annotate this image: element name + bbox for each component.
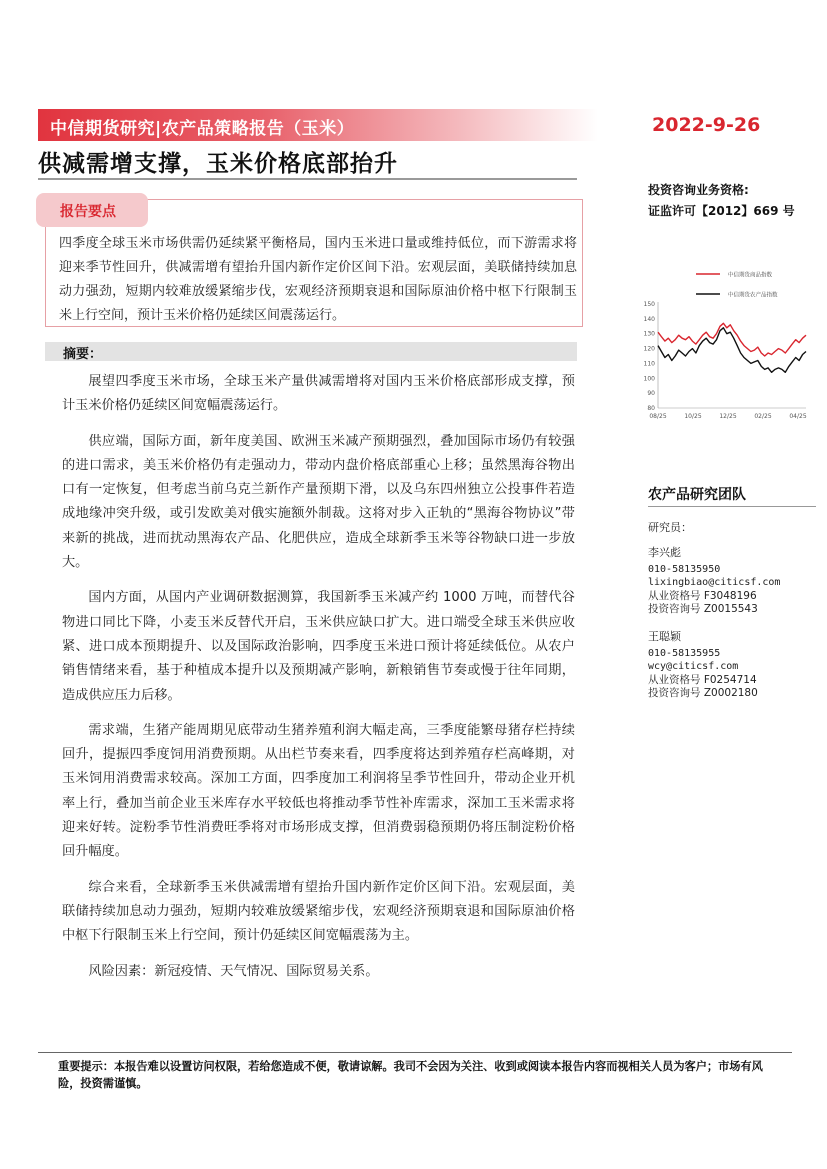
x-tick-label: 04/25 xyxy=(789,413,807,420)
series-line xyxy=(658,328,806,373)
x-tick-label: 08/25 xyxy=(649,413,667,420)
researcher-phone: 010-58135950 xyxy=(648,563,721,575)
y-tick-label: 120 xyxy=(643,345,655,353)
report-series-label: 中信期货研究|农产品策略报告（玉米） xyxy=(50,119,355,139)
abstract-paragraph: 国内方面，从国内产业调研数据测算，我国新季玉米减产约 1000 万吨，而替代谷物进口同比下降，小麦玉米反替代开启，玉米供应缺口扩大。进口端受全球玉米供应收紧、进口成本预期提升、以及国际政治影响，四季度玉米进口预计将延续低位。从农户销售情绪来看，基于种植成本提升以及预期减产影响，新粮销售节奏或慢于往年同期，造成供应压力后移。 xyxy=(62,590,575,703)
researcher-advisory-license: 投资咨询号 Z0015543 xyxy=(648,603,758,615)
x-tick-label: 02/25 xyxy=(754,413,772,420)
researcher-phone: 010-58135955 xyxy=(648,647,721,659)
abstract-paragraph: 风险因素：新冠疫情、天气情况、国际贸易关系。 xyxy=(88,963,379,979)
abstract-header-bar xyxy=(45,342,577,361)
researcher-label: 研究员： xyxy=(648,521,692,534)
abstract-paragraph: 供应端，国际方面，新年度美国、欧洲玉米减产预期强烈，叠加国际市场仍有较强的进口需求，美玉米价格仍有走强动力，带动内盘价格底部重心上移；虽然黑海谷物出口有一定恢复，但考虑当前乌克兰新作产量预期下滑，以及乌东四州独立公投事件若造成地缘冲突升级，或引发欧美对俄实施额外制裁。这将对步入正轨的“黑海谷物协议”带来新的挑战，进而扰动黑海农产品、化肥供应，造成全球新季玉米等谷物缺口进一步放大。 xyxy=(62,433,575,571)
y-tick-label: 150 xyxy=(643,301,655,308)
qualification-line-2: 证监许可【2012】669 号 xyxy=(648,204,795,218)
researcher-contact xyxy=(648,630,758,701)
legend-label: 中信期货商品指数 xyxy=(728,272,773,279)
y-tick-label: 110 xyxy=(643,360,655,368)
abstract-body xyxy=(62,370,575,995)
qualification-line-1: 投资咨询业务资格: xyxy=(648,183,749,197)
y-tick-label: 130 xyxy=(643,330,655,338)
qualification-block xyxy=(648,180,795,222)
y-tick-label: 80 xyxy=(647,405,655,412)
x-tick-label: 12/25 xyxy=(719,413,737,420)
abstract-paragraph: 展望四季度玉米市场，全球玉米产量供减需增将对国内玉米价格底部形成支撑，预计玉米价格仍延续区间宽幅震荡运行。 xyxy=(62,374,575,414)
page-title: 供减需增支撑，玉米价格底部抬升 xyxy=(38,151,398,177)
abstract-paragraph: 需求端，生猪产能周期见底带动生猪养殖利润大幅走高，三季度能繁母猪存栏持续回升，提振四季度饲用消费预期。从出栏节奏来看，四季度将达到养殖存栏高峰期，对玉米饲用消费需求较高。深加工方面，四季度加工利润将呈季节性回升，带动企业开机率上行，叠加当前企业玉米库存水平较低也将推动季节性补库需求，深加工玉米需求将迎来好转。淀粉季节性消费旺季将对市场形成支撑，但消费弱稳预期仍将压制淀粉价格回升幅度。 xyxy=(62,722,575,860)
researcher-license: 从业资格号 F3048196 xyxy=(648,589,757,602)
team-title: 农产品研究团队 xyxy=(648,487,746,503)
researcher-name: 李兴彪 xyxy=(648,546,681,559)
researcher-email[interactable]: lixingbiao@citicsf.com xyxy=(648,577,781,588)
index-line-chart xyxy=(640,264,820,429)
researcher-name: 王聪颖 xyxy=(648,630,681,643)
key-points-tab xyxy=(36,193,148,227)
footer-divider xyxy=(38,1052,792,1053)
footer-notice: 重要提示：本报告难以设置访问权限，若给您造成不便，敬请谅解。我司不会因为关注、收到或阅读本报告内容而视相关人员为客户；市场有风险，投资需谨慎。 xyxy=(58,1060,763,1090)
researcher-advisory-license: 投资咨询号 Z0002180 xyxy=(648,687,758,699)
key-points-text: 四季度全球玉米市场供需仍延续紧平衡格局，国内玉米进口量或维持低位，而下游需求将迎来季节性回升，供减需增有望抬升国内新作定价区间下沿。宏观层面，美联储持续加息动力强劲，短期内较难放缓紧缩步伐，宏观经济预期衰退和国际原油价格中枢下行限制玉米上行空间，预计玉米价格仍延续区间震荡运行。 xyxy=(59,236,577,323)
y-tick-label: 100 xyxy=(643,375,655,383)
report-date: 2022-9-26 xyxy=(652,114,761,136)
abstract-heading: 摘要： xyxy=(63,347,103,362)
y-tick-label: 90 xyxy=(647,390,655,398)
y-tick-label: 140 xyxy=(643,315,655,323)
key-points-tab-label: 报告要点 xyxy=(60,204,116,220)
team-divider xyxy=(648,506,816,507)
x-tick-label: 10/25 xyxy=(684,413,702,420)
abstract-paragraph: 综合来看，全球新季玉米供减需增有望抬升国内新作定价区间下沿。宏观层面，美联储持续加息动力强劲，短期内较难放缓紧缩步伐，宏观经济预期衰退和国际原油价格中枢下行限制玉米上行空间，预计仍延续区间宽幅震荡为主。 xyxy=(62,879,575,944)
researcher-email[interactable]: wcy@citicsf.com xyxy=(648,661,739,672)
researcher-license: 从业资格号 F0254714 xyxy=(648,673,757,686)
title-divider xyxy=(38,178,577,180)
report-banner xyxy=(38,109,598,141)
legend-label: 中信期货农产品指数 xyxy=(728,292,778,299)
researcher-contact xyxy=(648,546,780,617)
